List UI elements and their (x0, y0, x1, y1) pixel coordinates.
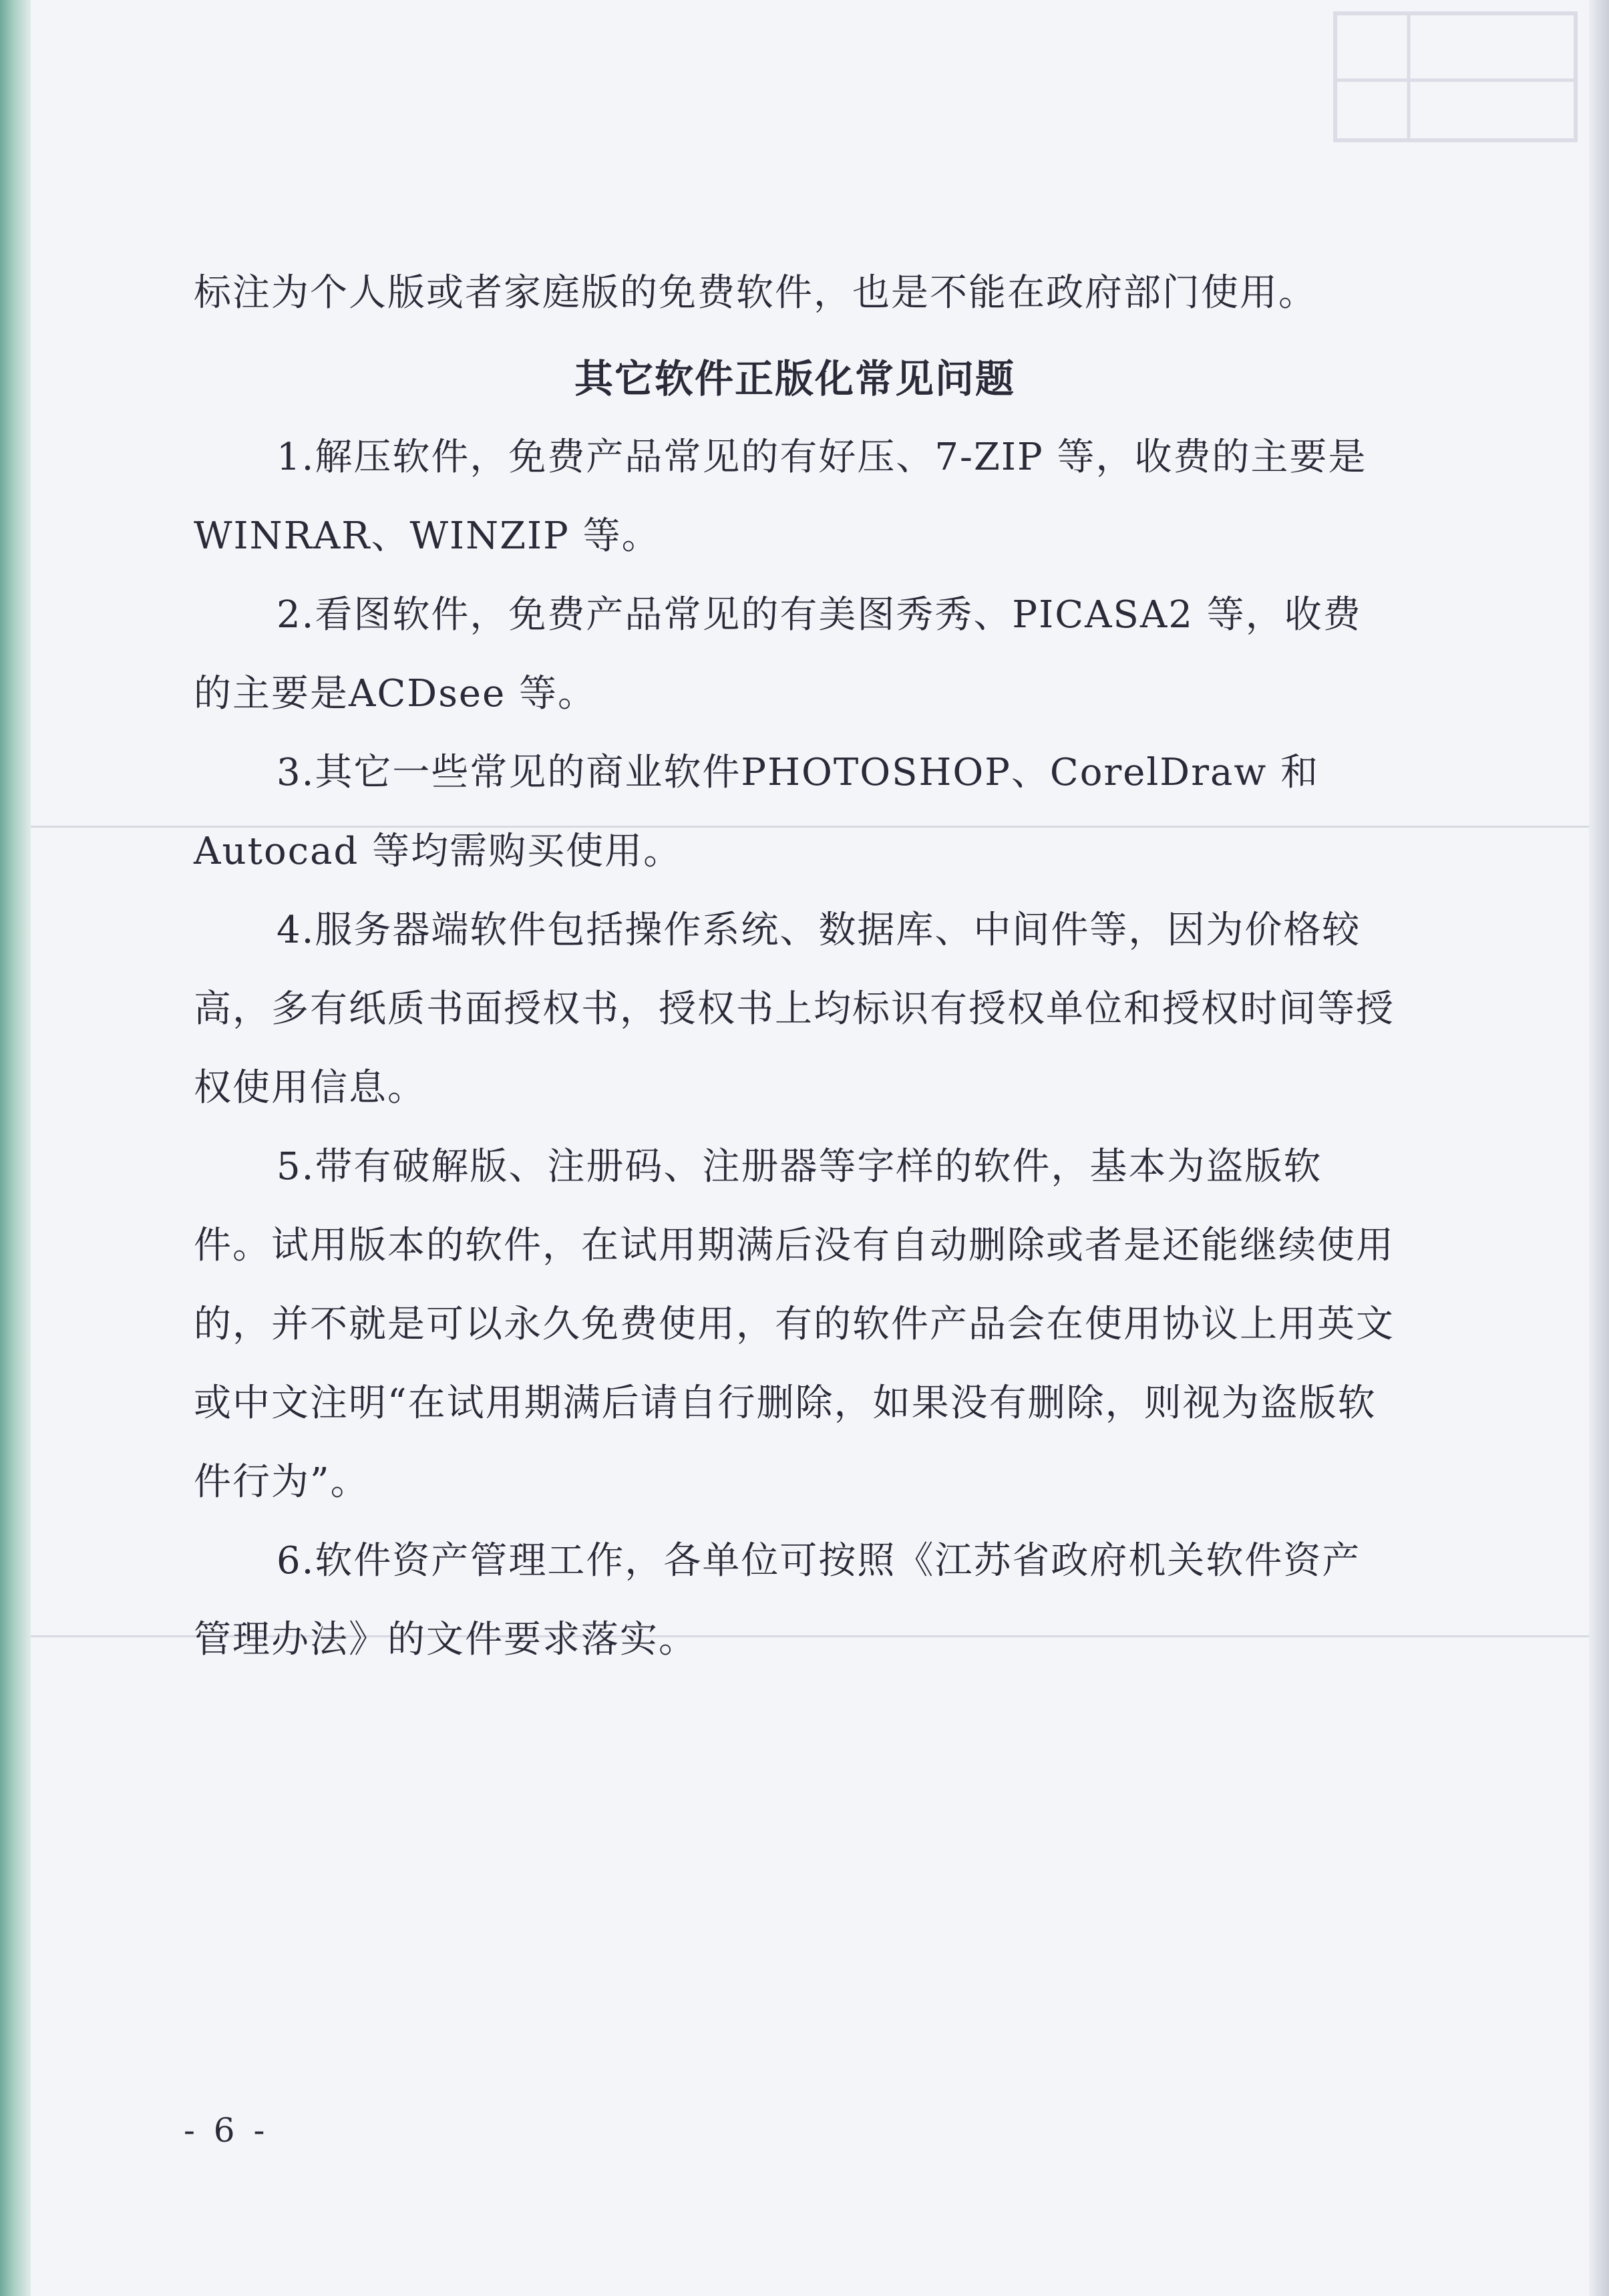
paper-right-shadow (1589, 0, 1609, 2296)
faq-item-6: 6.软件资产管理工作，各单位可按照《江苏省政府机关软件资产管理办法》的文件要求落实。 (194, 1539, 1361, 1661)
document-page (194, 254, 1396, 1679)
faq-item-5: 5.带有破解版、注册码、注册器等字样的软件，基本为盗版软件。试用版本的软件，在试用期满后没有自动删除或者是还能继续使用的，并不就是可以永久免费使用，有的软件产品会在使用协议上用英文或中文注明“在试用期满后请自行删除，如果没有删除，则视为盗版软件行为”。 (194, 1145, 1395, 1504)
paper-binding-edge (0, 0, 31, 2296)
page-number: - 6 - (184, 2111, 269, 2150)
bleed-through-stamp-mark (1328, 0, 1582, 154)
faq-item-2: 2.看图软件，免费产品常见的有美图秀秀、PICASA2 等，收费的主要是ACDsee 等。 (194, 593, 1362, 715)
faq-item-3: 3.其它一些常见的商业软件PHOTOSHOP、CorelDraw 和 Autocad 等均需购买使用。 (194, 751, 1320, 873)
intro-paragraph: 标注为个人版或者家庭版的免费软件，也是不能在政府部门使用。 (194, 271, 1317, 315)
faq-item-4: 4.服务器端软件包括操作系统、数据库、中间件等，因为价格较高，多有纸质书面授权书，授权书上均标识有授权单位和授权时间等授权使用信息。 (194, 909, 1395, 1110)
faq-item-1: 1.解压软件，免费产品常见的有好压、7-ZIP 等，收费的主要是WINRAR、WINZIP 等。 (194, 436, 1367, 558)
section-title: 其它软件正版化常见问题 (574, 356, 1015, 401)
